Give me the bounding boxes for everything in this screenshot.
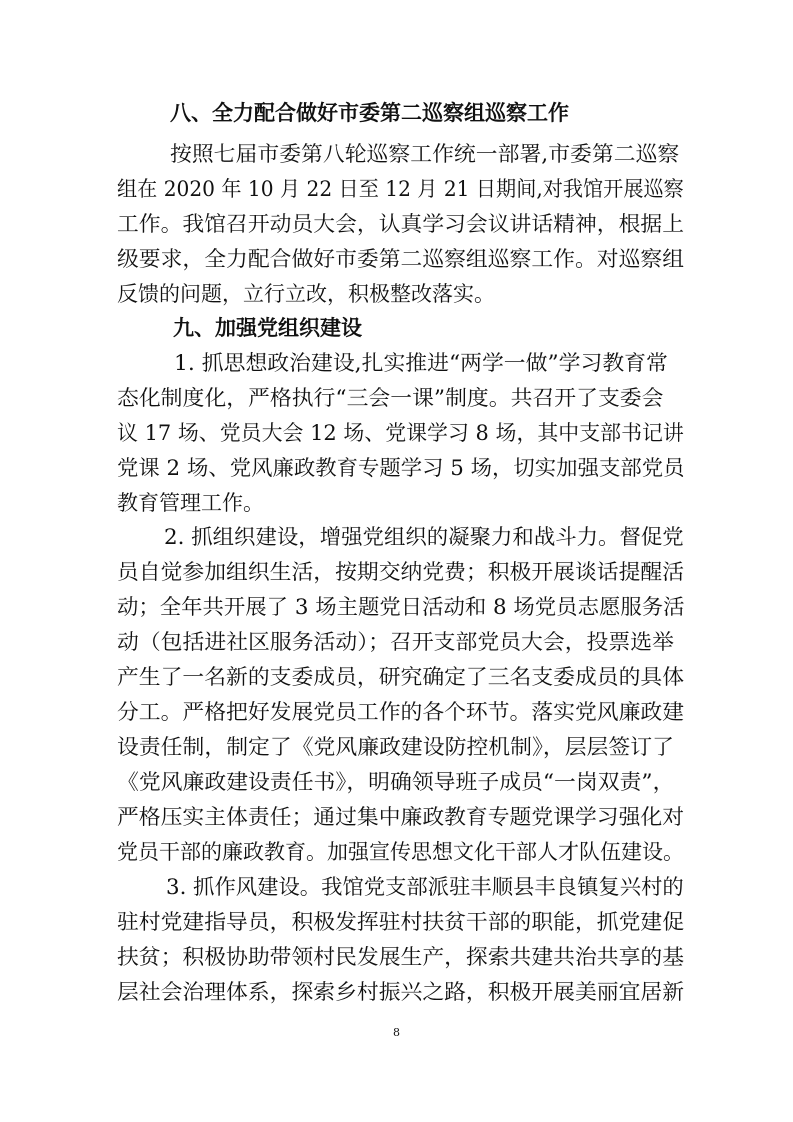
page-number: 8 <box>393 1026 400 1039</box>
text-line: 分工。严格把好发展党员工作的各个环节。落实党风廉政建 <box>117 700 685 724</box>
text-line: 产生了一名新的支委成员，研究确定了三名支委成员的具体 <box>117 665 685 689</box>
text-line: 2. 抓组织建设，增强党组织的凝聚力和战斗力。督促党 <box>164 525 684 549</box>
text-line: 组在 2020 年 10 月 22 日至 12 月 21 日期间,对我馆开展巡察 <box>117 177 684 201</box>
text-line: 教育管理工作。 <box>117 491 264 515</box>
text-line: 扶贫；积极协助带领村民发展生产，探索共建共治共享的基 <box>117 945 685 969</box>
text-line: 级要求，全力配合做好市委第二巡察组巡察工作。对巡察组 <box>117 247 685 271</box>
text-line: 议 17 场、党员大会 12 场、党课学习 8 场，其中支部书记讲 <box>117 421 684 445</box>
text-line: 3. 抓作风建设。我馆党支部派驻丰顺县丰良镇复兴村的 <box>166 875 684 899</box>
text-line: 工作。我馆召开动员大会，认真学习会议讲话精神，根据上 <box>117 212 685 236</box>
text-line: 态化制度化，严格执行“三会一课”制度。共召开了支委会 <box>117 386 664 410</box>
text-line: 严格压实主体责任；通过集中廉政教育专题党课学习强化对 <box>117 805 685 829</box>
text-line: 党员干部的廉政教育。加强宣传思想文化干部人才队伍建设。 <box>117 840 684 864</box>
text-line: 反馈的问题，立行立改，积极整改落实。 <box>117 282 495 306</box>
text-line: 驻村党建指导员，积极发挥驻村扶贫干部的职能，抓党建促 <box>117 910 685 934</box>
text-line: 员自觉参加组织生活，按期交纳党费；积极开展谈话提醒活 <box>117 560 685 584</box>
text-line: 动（包括进社区服务活动）；召开支部党员大会，投票选举 <box>117 630 674 654</box>
text-line: 动；全年共开展了 3 场主题党日活动和 8 场党员志愿服务活 <box>117 595 685 619</box>
text-line: 1. 抓思想政治建设,扎实推进“两学一做”学习教育常 <box>174 351 668 375</box>
text-line: 层社会治理体系，探索乡村振兴之路，积极开展美丽宜居新 <box>117 980 685 1004</box>
section-heading-9: 九、加强党组织建设 <box>173 316 362 340</box>
text-line: 设责任制，制定了《党风廉政建设防控机制》，层层签订了 <box>117 735 674 759</box>
text-line: 按照七届市委第八轮巡察工作统一部署,市委第二巡察 <box>170 142 680 166</box>
text-line: 《党风廉政建设责任书》，明确领导班子成员“一岗双责”， <box>117 770 675 794</box>
section-heading-8: 八、全力配合做好市委第二巡察组巡察工作 <box>170 101 569 125</box>
text-line: 党课 2 场、党风廉政教育专题学习 5 场，切实加强支部党员 <box>117 456 685 480</box>
